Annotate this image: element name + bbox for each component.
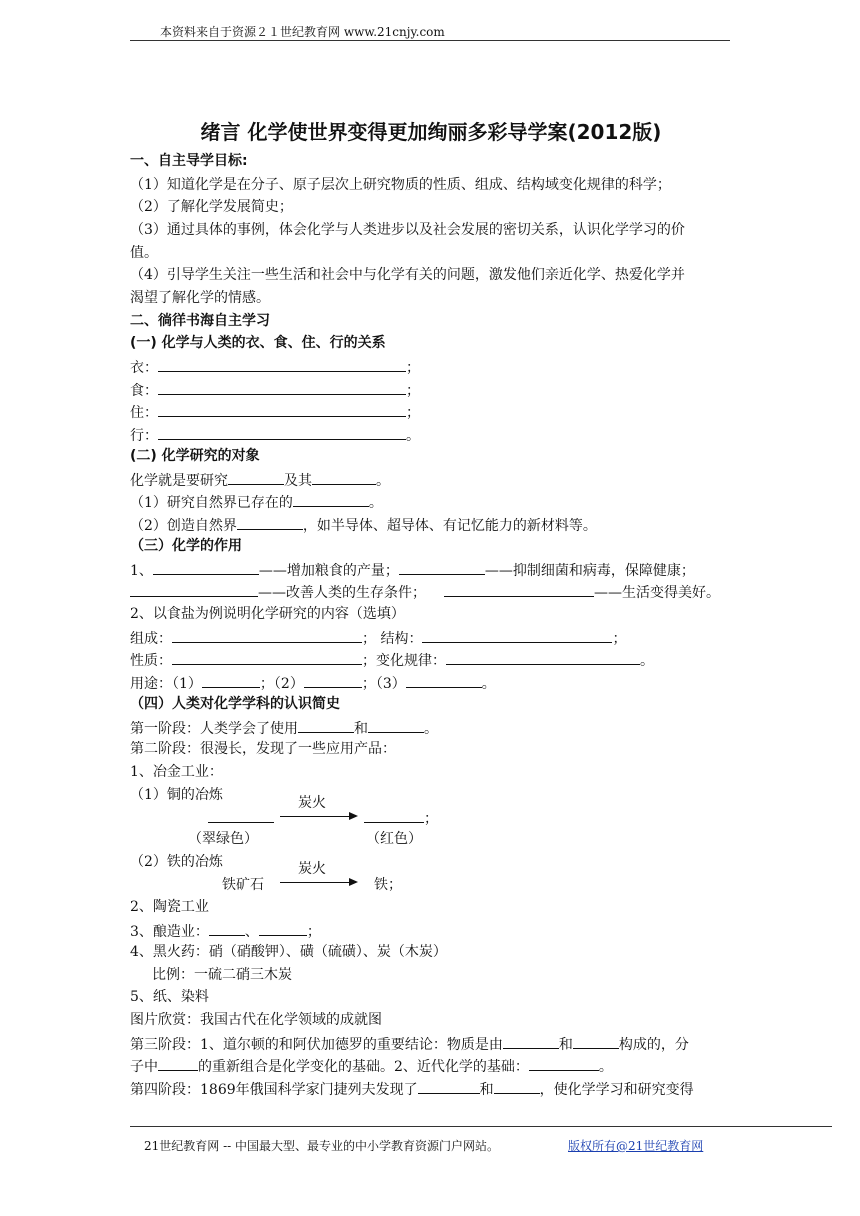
blank[interactable] [153, 560, 259, 575]
iron-label: 铁； [374, 877, 402, 893]
blank[interactable] [209, 921, 245, 936]
doc-title: 绪言 化学使世界变得更加绚丽多彩导学案(2012版) [200, 120, 662, 144]
blank[interactable] [406, 673, 482, 688]
gunpowder-ratio: 比例：一硫二硝三木炭 [152, 967, 292, 983]
blank[interactable] [202, 673, 260, 688]
blank[interactable] [418, 1079, 480, 1094]
metallurgy: 1、冶金工业： [130, 764, 223, 780]
goal-1: （1）知道化学是在分子、原子层次上研究物质的性质、组成、结构域变化规律的科学； [130, 177, 671, 193]
picture-note: 图片欣赏：我国古代在化学领域的成就图 [130, 1012, 382, 1028]
part-2-heading: (二) 化学研究的对象 [130, 448, 260, 464]
stage-4: 第四阶段：1869年俄国科学家门捷列夫发现了 和 ，使化学学习和研究变得 [130, 1079, 694, 1099]
blank[interactable] [158, 1056, 198, 1071]
fire-label-1: 炭火 [298, 795, 326, 811]
part-4-heading: （四）人类对化学学科的认识简史 [130, 696, 340, 712]
goal-4b: 渴望了解化学的情感。 [130, 290, 270, 306]
blank[interactable] [293, 492, 369, 507]
fire-label-2: 炭火 [298, 861, 326, 877]
blank[interactable] [237, 515, 303, 530]
stage-3a: 第三阶段：1、道尔顿的和阿伏加德罗的重要结论：物质是由 和 构成的，分 [130, 1034, 689, 1054]
red-label: （红色） [366, 831, 422, 847]
object-1: （1）研究自然界已存在的 。 [130, 492, 383, 512]
blank[interactable] [298, 718, 354, 733]
page-footer [130, 1126, 832, 1153]
blank[interactable] [368, 718, 424, 733]
arrow-icon [280, 816, 356, 817]
blank[interactable] [130, 582, 258, 597]
blank[interactable] [158, 425, 406, 440]
blank[interactable] [399, 560, 485, 575]
iron-smelting: （2）铁的冶炼 [130, 854, 223, 870]
stage-3b: 子中 的重新组合是化学变化的基础。2、近代化学的基础： 。 [130, 1056, 613, 1076]
blank[interactable] [259, 921, 307, 936]
copyright-link[interactable]: 版权所有@21世纪教育网 [568, 1139, 704, 1153]
blank[interactable] [503, 1034, 559, 1049]
copper-smelting: （1）铜的冶炼 [130, 787, 223, 803]
object-2: （2）创造自然界 ，如半导体、超导体、有记忆能力的新材料等。 [130, 515, 597, 535]
role-line-1: 1、 ——增加粮食的产量； ——抑制细菌和病毒，保障健康； [130, 560, 695, 580]
line-xing: 行： 。 [130, 425, 420, 445]
salt-composition: 组成： ； 结构： ； [130, 628, 626, 648]
blank[interactable] [208, 808, 274, 823]
blank[interactable] [446, 650, 640, 665]
line-zhu: 住： ； [130, 402, 420, 422]
stage-1: 第一阶段：人类学会了使用 和 。 [130, 718, 438, 738]
blank[interactable] [228, 470, 284, 485]
ceramics: 2、陶瓷工业 [130, 899, 209, 915]
stage-2: 第二阶段：很漫长，发现了一些应用产品： [130, 741, 396, 757]
line-shi: 食： ； [130, 380, 420, 400]
salt-question: 2、以食盐为例说明化学研究的内容（选填） [130, 606, 405, 622]
line-yi: 衣： ； [130, 357, 420, 377]
goal-3b: 值。 [130, 245, 158, 261]
blank[interactable] [573, 1034, 619, 1049]
brewing: 3、酿造业： 、 ； [130, 921, 321, 941]
copper-result: ； [364, 808, 438, 828]
blank[interactable] [364, 808, 424, 823]
blank[interactable] [312, 470, 376, 485]
goal-2: （2）了解化学发展简史； [130, 199, 293, 215]
iron-ore-label: 铁矿石 [222, 877, 264, 893]
part-1-heading: (一) 化学与人类的衣、食、住、行的关系 [130, 335, 386, 351]
blank[interactable] [172, 628, 362, 643]
salt-use: 用途：（1） ；（2） ；（3） 。 [130, 673, 496, 693]
salt-property: 性质： ；变化规律： 。 [130, 650, 654, 670]
object-line: 化学就是要研究 及其 。 [130, 470, 390, 490]
section-1-heading: 一、自主导学目标: [130, 153, 248, 169]
footer-text: 21世纪教育网 -- 中国最大型、最专业的中小学教育资源门户网站。 [144, 1139, 500, 1153]
role-line-2: ——改善人类的生存条件； ——生活变得美好。 [130, 582, 720, 602]
blank[interactable] [158, 357, 406, 372]
header-text: 本资料来自于资源２１世纪教育网 www.21cnjy.com [160, 25, 445, 39]
malachite-label: （翠绿色） [188, 831, 258, 847]
blank[interactable] [304, 673, 362, 688]
blank[interactable] [444, 582, 594, 597]
part-3-heading: （三）化学的作用 [130, 538, 242, 554]
goal-4a: （4）引导学生关注一些生活和社会中与化学有关的问题，激发他们亲近化学、热爱化学并 [130, 267, 685, 283]
gunpowder: 4、黑火药：硝（硝酸钾）、磺（硫磺）、炭（木炭） [130, 944, 447, 960]
blank[interactable] [529, 1056, 599, 1071]
blank[interactable] [172, 650, 362, 665]
blank[interactable] [494, 1079, 540, 1094]
arrow-icon [280, 882, 356, 883]
blank[interactable] [422, 628, 612, 643]
goal-3a: （3）通过具体的事例，体会化学与人类进步以及社会发展的密切关系，认识化学学习的价 [130, 222, 685, 238]
page-header [130, 22, 730, 41]
section-2-heading: 二、徜徉书海自主学习 [130, 313, 270, 329]
blank[interactable] [158, 402, 406, 417]
blank[interactable] [158, 380, 406, 395]
paper-dye: 5、纸、染料 [130, 989, 209, 1005]
